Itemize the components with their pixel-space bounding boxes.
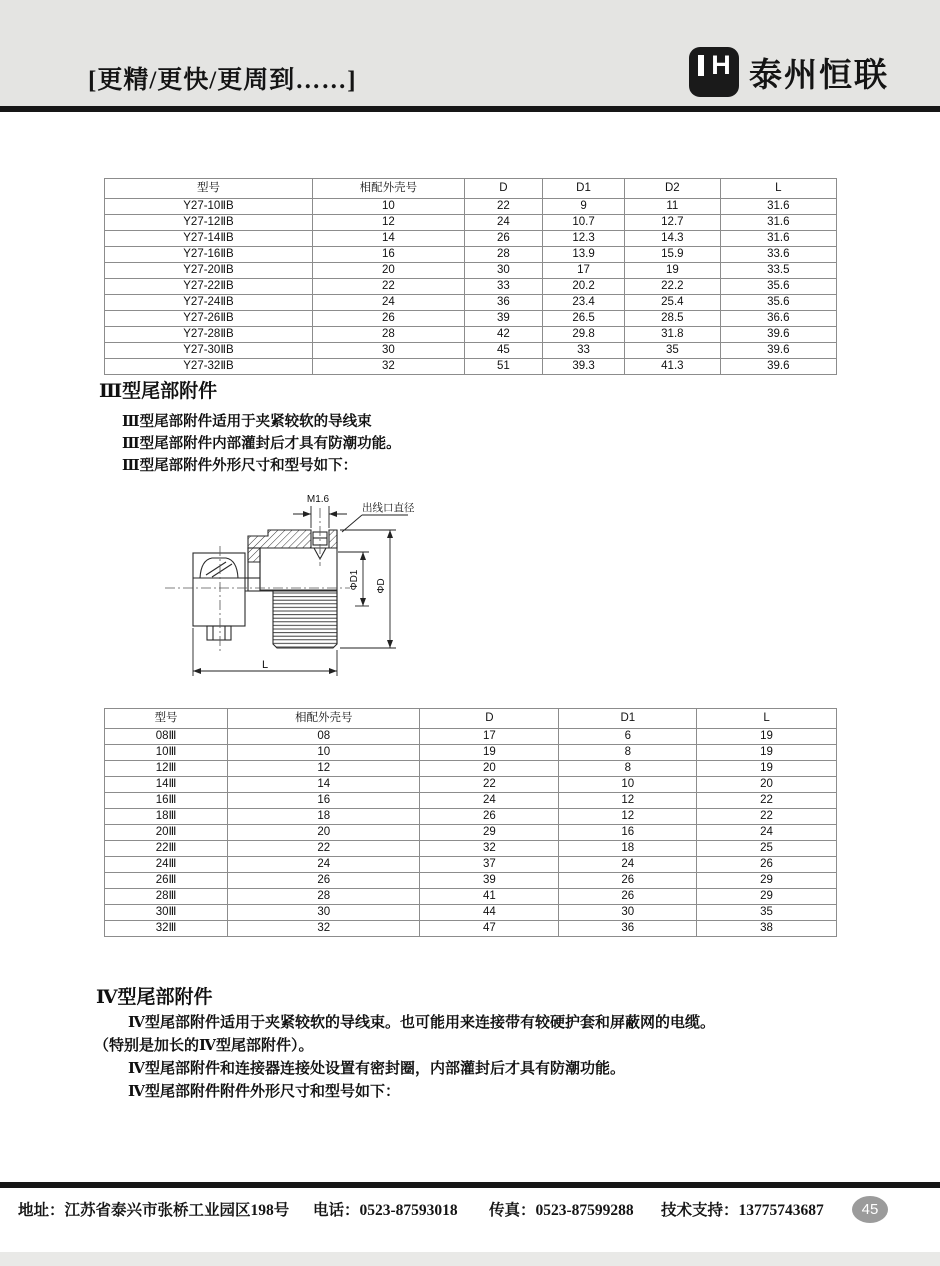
- table-cell: 31.8: [625, 327, 720, 343]
- table-cell: 39.3: [542, 359, 624, 375]
- section-iii-title: Ⅲ型尾部附件: [99, 381, 218, 402]
- table-cell: 45: [464, 343, 542, 359]
- table-cell: 19: [420, 745, 559, 761]
- table-cell: 12: [228, 761, 420, 777]
- table-cell: 31.6: [720, 215, 836, 231]
- table-cell: 35: [697, 905, 837, 921]
- table-cell: 29.8: [542, 327, 624, 343]
- table-cell: 30: [464, 263, 542, 279]
- table-cell: 24: [464, 215, 542, 231]
- table-cell: 39.6: [720, 359, 836, 375]
- length-dimension-label: L: [261, 659, 269, 671]
- table-cell: 39.6: [720, 327, 836, 343]
- table-cell: 25: [697, 841, 837, 857]
- footer-divider: [0, 1182, 940, 1188]
- table-cell: 6: [559, 729, 697, 745]
- table-cell: 44: [420, 905, 559, 921]
- table-row: [105, 841, 837, 857]
- table-row: [105, 279, 837, 295]
- table-cell: 10: [228, 745, 420, 761]
- outlet-diameter-label: 出线口直径: [362, 502, 415, 514]
- table-row: [105, 247, 837, 263]
- table-cell: 24Ⅲ: [105, 857, 228, 873]
- table-cell: Y27-10ⅡB: [105, 199, 313, 215]
- table-row: [105, 777, 837, 793]
- table-cell: 18: [228, 809, 420, 825]
- table-cell: 26: [697, 857, 837, 873]
- table-cell: 41.3: [625, 359, 720, 375]
- table-cell: 30: [228, 905, 420, 921]
- table-row: [105, 761, 837, 777]
- table-cell: 24: [228, 857, 420, 873]
- header-band: [0, 0, 940, 106]
- table-cell: 16: [228, 793, 420, 809]
- company-logo: [688, 44, 889, 100]
- footer-fax: 传真：0523-87599288: [489, 1202, 634, 1219]
- section-iii-line: Ⅲ型尾部附件外形尺寸和型号如下：: [122, 458, 358, 474]
- table-cell: Y27-26ⅡB: [105, 311, 313, 327]
- table-row: [105, 857, 837, 873]
- table-row: [105, 311, 837, 327]
- table-row: [105, 793, 837, 809]
- table-cell: 30Ⅲ: [105, 905, 228, 921]
- table-cell: 42: [464, 327, 542, 343]
- table-row: [105, 905, 837, 921]
- table-cell: 26: [464, 231, 542, 247]
- table-cell: 26: [559, 873, 697, 889]
- table-row: [105, 359, 837, 375]
- table-cell: 28.5: [625, 311, 720, 327]
- table-cell: 18Ⅲ: [105, 809, 228, 825]
- table-cell: 22Ⅲ: [105, 841, 228, 857]
- table-cell: 26: [228, 873, 420, 889]
- table-cell: 12: [312, 215, 464, 231]
- column-header: L: [720, 179, 836, 199]
- table-cell: Y27-30ⅡB: [105, 343, 313, 359]
- table-cell: 33.5: [720, 263, 836, 279]
- header-row: [105, 709, 837, 729]
- table-cell: 19: [697, 729, 837, 745]
- table-cell: 39.6: [720, 343, 836, 359]
- column-header: D1: [542, 179, 624, 199]
- table-cell: 24: [697, 825, 837, 841]
- table-row: [105, 343, 837, 359]
- table-cell: 30: [312, 343, 464, 359]
- table-row: [105, 825, 837, 841]
- table-row: [105, 729, 837, 745]
- table-cell: 31.6: [720, 199, 836, 215]
- table-cell: 29: [697, 889, 837, 905]
- table-cell: 19: [697, 761, 837, 777]
- table-cell: 18: [559, 841, 697, 857]
- table-cell: 20.2: [542, 279, 624, 295]
- table-cell: 36: [559, 921, 697, 937]
- table-cell: 20: [420, 761, 559, 777]
- table-cell: 33: [542, 343, 624, 359]
- svg-text:H: H: [711, 50, 731, 80]
- table-cell: 14: [312, 231, 464, 247]
- table-cell: 32: [420, 841, 559, 857]
- column-header: D1: [559, 709, 697, 729]
- header-slogan: [更精/更快/更周到……]: [88, 67, 357, 94]
- table-cell: 51: [464, 359, 542, 375]
- table-cell: Y27-14ⅡB: [105, 231, 313, 247]
- table-cell: 20: [228, 825, 420, 841]
- table-row: [105, 199, 837, 215]
- table-cell: 35: [625, 343, 720, 359]
- thread-dimension-label: M1.6: [306, 494, 330, 505]
- table-cell: 16: [312, 247, 464, 263]
- table-cell: 26Ⅲ: [105, 873, 228, 889]
- table-cell: 26.5: [542, 311, 624, 327]
- table-cell: 32: [228, 921, 420, 937]
- table-row: [105, 263, 837, 279]
- table-cell: 26: [559, 889, 697, 905]
- table-cell: 38: [697, 921, 837, 937]
- section-iv-line: Ⅳ型尾部附件和连接器连接处设置有密封圈，内部灌封后才具有防潮功能。: [128, 1061, 626, 1077]
- table-cell: 16Ⅲ: [105, 793, 228, 809]
- table-cell: 19: [697, 745, 837, 761]
- column-header: D2: [625, 179, 720, 199]
- header-row: [105, 179, 837, 199]
- table-cell: 10: [559, 777, 697, 793]
- footer-address: 地址：江苏省泰兴市张桥工业园区198号: [18, 1202, 290, 1219]
- table-cell: 35.6: [720, 295, 836, 311]
- table-cell: 32Ⅲ: [105, 921, 228, 937]
- table-cell: 37: [420, 857, 559, 873]
- table-cell: 39: [464, 311, 542, 327]
- table-cell: 9: [542, 199, 624, 215]
- section-iii-line: Ⅲ型尾部附件内部灌封后才具有防潮功能。: [122, 436, 401, 452]
- table-cell: 22.2: [625, 279, 720, 295]
- inner-diameter-label: ΦD1: [349, 569, 360, 591]
- table-cell: 25.4: [625, 295, 720, 311]
- table-cell: 19: [625, 263, 720, 279]
- table-cell: 26: [420, 809, 559, 825]
- section-iv-title: Ⅳ型尾部附件: [96, 987, 213, 1008]
- table-row: [105, 327, 837, 343]
- technical-drawing: [150, 488, 450, 690]
- table-cell: 22: [312, 279, 464, 295]
- company-name: 泰州恒联: [749, 55, 889, 93]
- table-row: [105, 809, 837, 825]
- table-cell: Y27-20ⅡB: [105, 263, 313, 279]
- table-cell: Y27-28ⅡB: [105, 327, 313, 343]
- table-cell: 32: [312, 359, 464, 375]
- table-cell: 13.9: [542, 247, 624, 263]
- footer-phone: 电话：0523-87593018: [313, 1202, 458, 1219]
- column-header: 相配外壳号: [228, 709, 420, 729]
- table-cell: 12: [559, 793, 697, 809]
- table-cell: 30: [559, 905, 697, 921]
- table-row: [105, 215, 837, 231]
- table-row: [105, 889, 837, 905]
- table-cell: 33: [464, 279, 542, 295]
- table-cell: 24: [420, 793, 559, 809]
- table-cell: 41: [420, 889, 559, 905]
- page-number-badge: 45: [852, 1196, 888, 1223]
- table-cell: 8: [559, 745, 697, 761]
- column-header: 型号: [105, 179, 313, 199]
- connector-cross-section: [193, 530, 337, 648]
- table-iii-type: [104, 708, 837, 937]
- table-row: [105, 745, 837, 761]
- table-cell: 28: [312, 327, 464, 343]
- table-cell: 8: [559, 761, 697, 777]
- table-cell: 11: [625, 199, 720, 215]
- header-divider: [0, 106, 940, 112]
- table-cell: 10.7: [542, 215, 624, 231]
- column-header: 型号: [105, 709, 228, 729]
- table-cell: 08Ⅲ: [105, 729, 228, 745]
- table-cell: 29: [420, 825, 559, 841]
- table-cell: Y27-22ⅡB: [105, 279, 313, 295]
- table-cell: 31.6: [720, 231, 836, 247]
- table-cell: 16: [559, 825, 697, 841]
- table-row: [105, 921, 837, 937]
- table-cell: 22: [697, 793, 837, 809]
- table-cell: 22: [228, 841, 420, 857]
- page-bottom-edge: [0, 1252, 940, 1266]
- table-cell: 28: [228, 889, 420, 905]
- table-y27-iib: [104, 178, 837, 375]
- section-iv-line: Ⅳ型尾部附件适用于夹紧较软的导线束。也可能用来连接带有较硬护套和屏蔽网的电缆。: [128, 1015, 716, 1031]
- table-row: [105, 295, 837, 311]
- table-row: [105, 231, 837, 247]
- table-cell: 12.3: [542, 231, 624, 247]
- table-cell: 26: [312, 311, 464, 327]
- table-cell: 22: [464, 199, 542, 215]
- column-header: 相配外壳号: [312, 179, 464, 199]
- table-cell: 36.6: [720, 311, 836, 327]
- table-cell: 14Ⅲ: [105, 777, 228, 793]
- table-cell: 20Ⅲ: [105, 825, 228, 841]
- table-cell: 47: [420, 921, 559, 937]
- table-cell: 29: [697, 873, 837, 889]
- footer-support: 技术支持：13775743687: [661, 1202, 824, 1219]
- table-cell: 17: [420, 729, 559, 745]
- table-cell: 35.6: [720, 279, 836, 295]
- table-cell: 14: [228, 777, 420, 793]
- table-cell: 15.9: [625, 247, 720, 263]
- table-cell: 12Ⅲ: [105, 761, 228, 777]
- column-header: D: [420, 709, 559, 729]
- table-cell: 08: [228, 729, 420, 745]
- logo-mark-icon: [688, 46, 740, 98]
- table-cell: 12.7: [625, 215, 720, 231]
- table-cell: Y27-12ⅡB: [105, 215, 313, 231]
- table-cell: 10Ⅲ: [105, 745, 228, 761]
- table-cell: 33.6: [720, 247, 836, 263]
- column-header: L: [697, 709, 837, 729]
- table-cell: 28Ⅲ: [105, 889, 228, 905]
- table-cell: 17: [542, 263, 624, 279]
- table-cell: 24: [312, 295, 464, 311]
- table-row: [105, 873, 837, 889]
- column-header: D: [464, 179, 542, 199]
- table-cell: 22: [697, 809, 837, 825]
- table-cell: 36: [464, 295, 542, 311]
- table-cell: 20: [312, 263, 464, 279]
- section-iv-line: （特别是加长的Ⅳ型尾部附件）。: [94, 1038, 314, 1054]
- table-cell: 22: [420, 777, 559, 793]
- table-cell: 20: [697, 777, 837, 793]
- section-iii-line: Ⅲ型尾部附件适用于夹紧较软的导线束: [122, 414, 372, 430]
- outer-diameter-label: ΦD: [376, 578, 387, 594]
- table-cell: 23.4: [542, 295, 624, 311]
- table-cell: Y27-32ⅡB: [105, 359, 313, 375]
- table-cell: 10: [312, 199, 464, 215]
- section-iv-line: Ⅳ型尾部附件附件外形尺寸和型号如下：: [128, 1084, 401, 1100]
- table-cell: 24: [559, 857, 697, 873]
- table-cell: Y27-24ⅡB: [105, 295, 313, 311]
- table-cell: 39: [420, 873, 559, 889]
- table-cell: 28: [464, 247, 542, 263]
- table-cell: 14.3: [625, 231, 720, 247]
- table-cell: Y27-16ⅡB: [105, 247, 313, 263]
- table-cell: 12: [559, 809, 697, 825]
